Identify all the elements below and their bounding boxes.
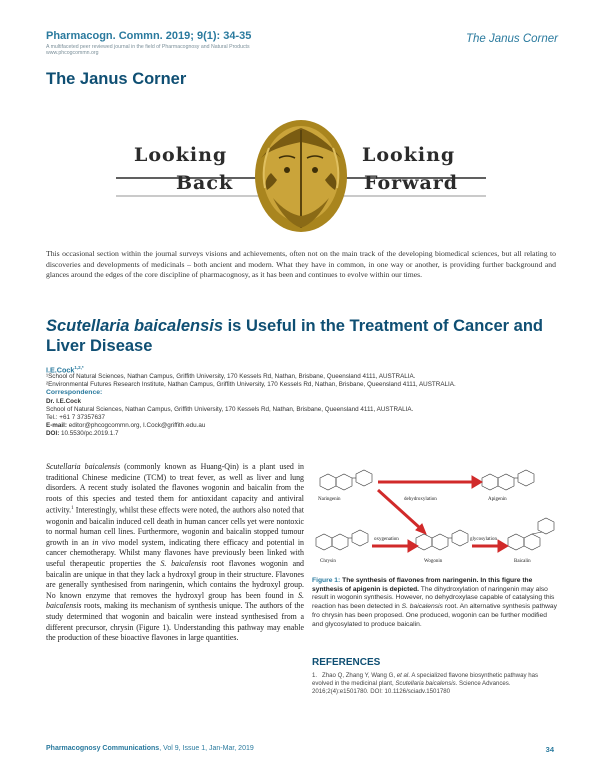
body-text-e: roots, making its mechanism of synthesis unique. The authors of the study determined that wogonin and baicalin were instead synthesised from a different precursor, chrysin (Figure 1). Understanding this pathway may enable the production of these bioactive flavones in large quantities. bbox=[46, 601, 304, 643]
figure-caption-species: S. baicalensis bbox=[401, 603, 443, 611]
figure-caption-text-b: root. An alternative synthesis pathway fro chrysin has been proposed. One produced, wogonin can be further modified and glycosylated to produce baicalin. bbox=[312, 603, 557, 628]
reference-text-b[interactable]: . Science Advances. 2016;2(4):e1501780. DOI: 10.1126/sciadv.1501780 bbox=[312, 679, 511, 695]
body-paragraph bbox=[46, 462, 304, 644]
figure-caption-text-a: The dihydroxylation of naringenin may also result in wogonin synthesis. However, no dehydroxylase capable of catalysing this reaction has been detected in bbox=[312, 585, 555, 611]
label-dehydroxylation: dehydroxylation bbox=[404, 497, 437, 502]
footer-journal-name: Pharmacognosy Communications bbox=[46, 745, 160, 752]
doi-link[interactable]: 10.5530/pc.2019.1.7 bbox=[59, 430, 119, 437]
reference-number: 1. bbox=[312, 672, 318, 679]
journal-description-line: A multifaceted peer reviewed journal in the field of Pharmacognosy and Natural Products bbox=[46, 44, 250, 50]
body-text-a: (commonly known as Huang-Qin) is a plant used in traditional Chinese medicine (TCM) to treat fever, as well as liver and lung disorders. A recent study isolated the flavones wogonin and baicalin from the roots of this species and tested them for antioxidant capacity and antiviral activity. bbox=[46, 462, 304, 515]
banner-forward: Forward bbox=[364, 172, 459, 194]
looking-back-forward-banner bbox=[116, 118, 486, 238]
citation-ref-1[interactable]: 1 bbox=[71, 506, 74, 512]
figure-1-pathway bbox=[312, 464, 557, 576]
section-title: The Janus Corner bbox=[46, 70, 187, 88]
article-doi bbox=[46, 430, 118, 438]
page-number: 34 bbox=[545, 745, 554, 754]
journal-citation: Pharmacogn. Commn. 2019; 9(1): 34-35 bbox=[46, 30, 252, 42]
banner-looking-left: Looking bbox=[134, 144, 228, 166]
label-apigenin: Apigenin bbox=[488, 497, 507, 502]
banner-looking-right: Looking bbox=[362, 144, 456, 166]
figure-caption-label: Figure 1: bbox=[312, 577, 341, 584]
article-title-rest: is Useful in the Treatment of Cancer and Liver Disease bbox=[46, 317, 544, 355]
body-species-2: S. baicalensis bbox=[160, 558, 207, 568]
reference-species: Scutellaria baicalensis bbox=[395, 679, 456, 687]
reference-item-1 bbox=[312, 672, 557, 695]
figure-1-caption bbox=[312, 577, 557, 629]
author-text: I.E.Cock bbox=[46, 365, 75, 375]
journal-description bbox=[46, 44, 306, 57]
flavone-pathway-diagram bbox=[312, 464, 557, 576]
email-link[interactable]: editor@phcogcommn.org, I.Cock@griffith.edu.au bbox=[67, 422, 206, 429]
body-text-c: model system, indicating there efficacy and potential in cancer chemotherapy. Whilst many flavones have previously been linked with useful therapeutic properties the bbox=[46, 537, 304, 568]
figure-caption-bold: The synthesis of flavones from naringenin. In this figure the synthesis of apigenin is depicted. bbox=[312, 577, 533, 593]
reference-text-a: . A specialized flavone biosynthetic pathway has evolved in the medicinal plant, bbox=[312, 672, 539, 687]
correspondence-email bbox=[46, 422, 205, 430]
banner-back: Back bbox=[176, 172, 234, 194]
journal-website-link[interactable]: www.phcogcommn.org bbox=[46, 50, 99, 57]
body-species-3: S. baicalensis bbox=[46, 590, 304, 611]
affiliation-1: ¹School of Natural Sciences, Nathan Campus, Griffith University, 170 Kessels Rd, Nathan, Brisbane, Queensland 4111, AUSTRALIA. bbox=[46, 373, 416, 380]
body-text-b: Interestingly, whilst these effects were noted, the authors also noted that wogonin and baicalin induced cell death in human cancer cells yet were nontoxic to normal human cell lines. Furthermore, wogonin and baicalin stopped tumour growth in an bbox=[46, 506, 304, 547]
correspondence-address: School of Natural Sciences, Nathan Campus, Griffith University, 170 Kessels Rd, Nathan, Brisbane, Queensland 4111, AUSTRALIA. bbox=[46, 406, 414, 413]
correspondence-name: Dr. I.E.Cock bbox=[46, 398, 81, 405]
running-title: The Janus Corner bbox=[465, 33, 558, 45]
correspondence-label: Correspondence: bbox=[46, 389, 103, 396]
doi-label: DOI: bbox=[46, 430, 60, 437]
label-baicalin: Baicalin bbox=[514, 559, 531, 564]
body-species: Scutellaria baicalensis bbox=[46, 462, 121, 471]
label-oxygenation: oxygenation bbox=[374, 537, 399, 542]
reference-etal: et al bbox=[396, 672, 409, 679]
footer-issue: , Vol 9, Issue 1, Jan-Mar, 2019 bbox=[159, 745, 254, 752]
label-naringenin: Naringenin bbox=[318, 497, 341, 502]
footer-journal bbox=[46, 745, 254, 752]
references-heading: REFERENCES bbox=[312, 657, 381, 668]
affiliation-2: ²Environmental Futures Research Institute, Nathan Campus, Griffith University, 170 Kessels Rd, Nathan, Brisbane, Queensland 4111, AUSTRALIA. bbox=[46, 381, 456, 388]
email-label: E-mail: bbox=[46, 422, 67, 429]
label-wogonin: Wogonin bbox=[424, 559, 443, 564]
article-title-species: Scutellaria baicalensis bbox=[46, 317, 224, 335]
article-title bbox=[46, 316, 566, 356]
intro-paragraph: This occasional section within the journal surveys visions and achievements, often not on the main track of the developing biomedical sciences, but all relating to discoveries and developments of medicinals – both ancient and modern. What they have in common, in one way or another, is providing further background and glances around the edges of the core discipline of pharmacognosy, as it has been and continues to evolve within our times. bbox=[46, 249, 556, 279]
correspondence-tel: Tel.: +61 7 37357637 bbox=[46, 414, 105, 421]
label-glycosylation: glycosylation bbox=[470, 537, 497, 542]
body-text-d: root flavones wogonin and baicalin are unique in that they lack a hydroxyl group in their structure. Flavones are generally synthesised from naringenin, which contains the hydroxyl group. No known enzyme that removes the hydroxyl group has been found in bbox=[46, 558, 304, 600]
author-affiliation-marks: 1,2,* bbox=[74, 365, 84, 370]
label-chrysin: Chrysin bbox=[320, 559, 336, 564]
body-in-vivo: in vivo bbox=[92, 537, 116, 547]
reference-authors: Zhao Q, Zhang Y, Wang G, bbox=[322, 672, 397, 679]
